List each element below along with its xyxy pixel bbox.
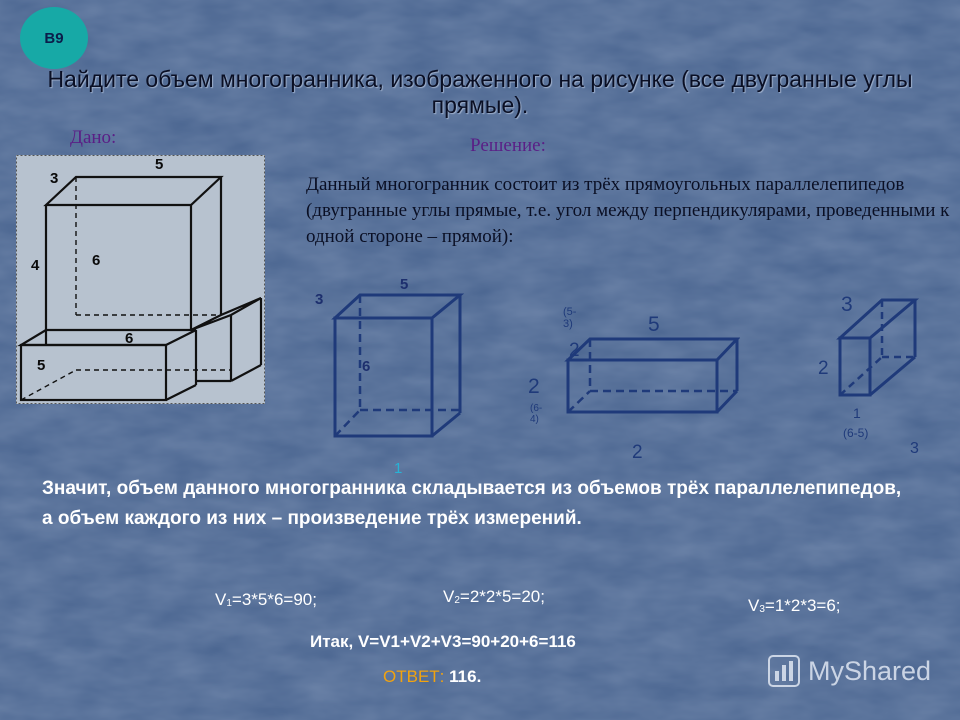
fig-label-5: 5 — [155, 156, 164, 173]
watermark-text: MyShared — [808, 655, 932, 686]
box-1-diagram — [325, 290, 465, 442]
volume-3-expr: =1*2*3=6; — [764, 596, 841, 615]
myshared-logo-icon — [768, 655, 800, 687]
box3-label-3b: 3 — [910, 440, 919, 457]
given-label: Дано: — [70, 127, 117, 148]
box2-label-2a: 2 — [569, 340, 580, 361]
polyhedron-figure — [16, 155, 266, 405]
box1-label-1: 1 — [394, 460, 403, 477]
volume-2 — [443, 587, 545, 607]
answer — [383, 667, 481, 687]
total-volume: Итак, V=V1+V2+V3=90+20+6=116 — [310, 632, 576, 651]
volume-3 — [748, 596, 841, 616]
box3-label-3a: 3 — [841, 293, 853, 316]
box3-label-1: 1 — [853, 405, 861, 421]
box3-label-65: (6-5) — [843, 426, 869, 440]
watermark — [768, 655, 931, 687]
volume-2-letter: V — [443, 587, 455, 606]
volume-1-sub: 1 — [226, 598, 232, 609]
fig-label-6b: 6 — [125, 330, 134, 347]
fig-label-3: 3 — [50, 170, 59, 187]
conclusion-text: Значит, объем данного многогранника складывается из объемов трёх параллелепипедов, а объем каждого из них – произведение трёх измерений. — [42, 478, 902, 529]
fig-label-4: 4 — [31, 257, 40, 274]
box3-label-2: 2 — [818, 358, 829, 379]
volume-1 — [215, 590, 317, 610]
volume-1-letter: V — [215, 590, 227, 609]
page-title: Найдите объем многогранника, изображенного на рисунке (все двугранные углы прямые). — [47, 66, 913, 118]
box2-label-64: (6-4) — [530, 403, 543, 425]
box2-label-5: 5 — [648, 313, 660, 336]
volume-1-expr: =3*5*6=90; — [231, 590, 317, 609]
solution-label: Решение: — [470, 135, 546, 156]
box2-label-2c: 2 — [632, 442, 643, 463]
solution-text: Данный многогранник состоит из трёх прямоугольных параллелепипедов (двугранные углы прямые, т.е. угол между перпендикулярами, проведенными к одной стороне – прямой): — [306, 174, 950, 247]
box1-label-3: 3 — [315, 291, 324, 308]
volume-2-expr: =2*2*5=20; — [459, 587, 545, 606]
box2-label-2b: 2 — [528, 375, 540, 398]
volume-3-sub: 3 — [759, 604, 765, 615]
answer-label: ОТВЕТ: — [383, 667, 445, 686]
task-badge: B9 — [20, 7, 88, 69]
box-2-diagram — [560, 333, 740, 418]
box2-label-53: (5-3) — [563, 306, 577, 330]
fig-label-6a: 6 — [92, 252, 101, 269]
box1-label-6: 6 — [362, 358, 371, 375]
fig-label-5b: 5 — [37, 357, 46, 374]
box1-label-5: 5 — [400, 276, 409, 293]
volume-2-sub: 2 — [454, 595, 460, 606]
volume-3-letter: V — [748, 596, 760, 615]
answer-value: 116. — [449, 667, 482, 686]
